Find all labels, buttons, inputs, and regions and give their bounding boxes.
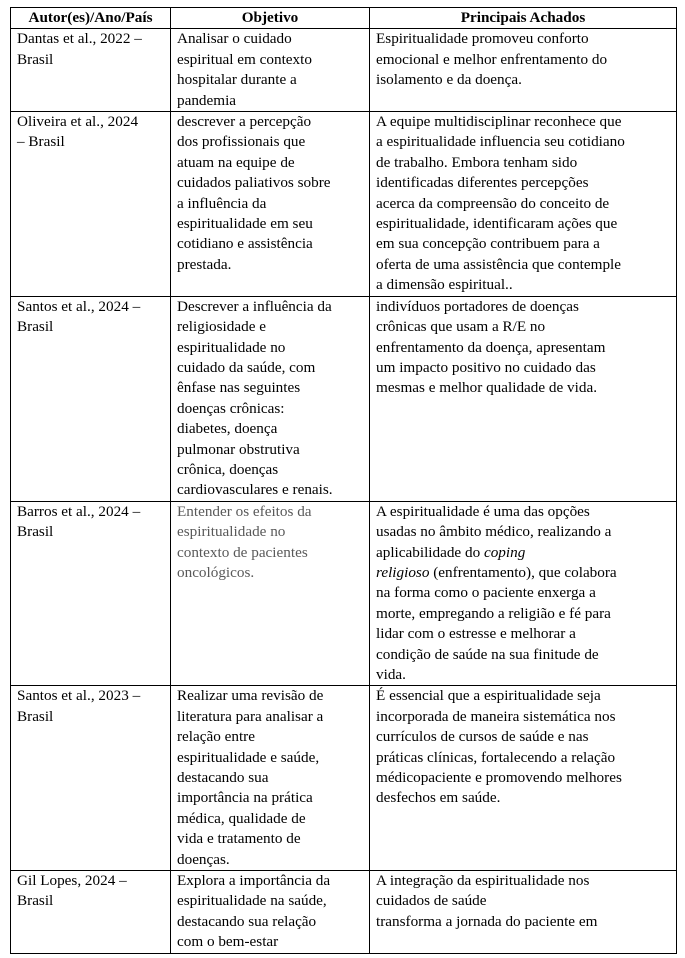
table-header-row xyxy=(11,8,677,29)
text-line: Brasil xyxy=(17,523,54,541)
text-line: Brasil xyxy=(17,50,54,68)
text-line xyxy=(376,604,673,624)
table-row xyxy=(11,871,677,954)
text-line: – Brasil xyxy=(17,133,65,151)
text-line: transforma a jornada do paciente em xyxy=(376,912,598,930)
italic-term: religioso xyxy=(376,563,430,581)
text-line: hospitalar durante a xyxy=(177,71,297,89)
text-line: vida. xyxy=(376,666,406,683)
text-line: Espiritualidade promoveu conforto xyxy=(376,30,589,48)
text-line: incorporada de maneira sistemática nos xyxy=(376,707,616,725)
findings-cell xyxy=(370,29,677,112)
objective-cell xyxy=(171,501,370,686)
text-line: contexto de pacientes xyxy=(177,543,308,561)
text-line: Santos et al., 2024 – xyxy=(17,297,141,315)
table-row xyxy=(11,501,677,686)
text-line: Brasil xyxy=(17,892,54,910)
literature-review-table xyxy=(10,7,677,954)
text-line: na forma como o paciente enxerga a xyxy=(376,584,596,602)
text-line: É essencial que a espiritualidade seja xyxy=(376,687,601,705)
text-line: Barros et al., 2024 – xyxy=(17,502,141,520)
text-line: pandemia xyxy=(177,91,237,109)
header-objective: Objetivo xyxy=(171,8,370,29)
header-main-findings: Principais Achados xyxy=(370,8,677,29)
text-line: crônica, doenças xyxy=(177,460,279,478)
text-line: relação entre xyxy=(177,728,255,746)
text-line: Realizar uma revisão de xyxy=(177,687,324,705)
text-line: médicopaciente e promovendo melhores xyxy=(376,769,622,787)
text-line: a espiritualidade influencia seu cotidiano xyxy=(376,133,625,151)
text-line: a dimensão espiritual.. xyxy=(376,276,513,294)
objective-cell xyxy=(171,686,370,871)
text-line: currículos de cursos de saúde e nas xyxy=(376,728,589,746)
text-line: religiosidade e xyxy=(177,318,266,336)
objective-cell xyxy=(171,871,370,954)
text-line: morte, empregando a religião e fé para xyxy=(376,604,611,622)
italic-term: coping xyxy=(483,543,526,561)
text-line: usadas no âmbito médico, realizando a xyxy=(376,523,612,541)
text-line: A integração da espiritualidade nos xyxy=(376,872,590,890)
text-line: identificadas diferentes percepções xyxy=(376,174,589,192)
text-line: Brasil xyxy=(17,707,54,725)
text-line: cardiovasculares e renais. xyxy=(177,481,333,499)
text-line: importância na prática xyxy=(177,789,313,807)
text-line: (enfrentamento), que colabora xyxy=(429,563,617,581)
text-line: espiritualidade em seu xyxy=(177,215,313,233)
text-line: a influência da xyxy=(177,194,267,212)
text-line xyxy=(376,583,673,603)
text-line: oncológicos. xyxy=(177,563,255,581)
text-line xyxy=(376,543,673,563)
text-line: condição de saúde na sua finitude de xyxy=(376,645,599,663)
text-line: pulmonar obstrutiva xyxy=(177,440,300,458)
text-line: A equipe multidisciplinar reconhece que xyxy=(376,113,622,131)
text-line: Explora a importância da xyxy=(177,872,331,890)
text-line: oferta de uma assistência que contemple xyxy=(376,255,622,273)
text-line: lidar com o estresse e melhorar a xyxy=(376,625,576,643)
objective-cell xyxy=(171,29,370,112)
text-line: mesmas e melhor qualidade de vida. xyxy=(376,379,597,397)
text-line xyxy=(376,502,673,522)
author-cell xyxy=(11,296,171,501)
author-cell xyxy=(11,112,171,297)
text-line: práticas clínicas, fortalecendo a relação xyxy=(376,748,616,766)
table-row xyxy=(11,29,677,112)
text-line: espiritualidade no xyxy=(177,523,286,541)
text-line: espiritualidade no xyxy=(177,338,286,356)
text-line: diabetes, doença xyxy=(177,420,278,438)
text-line: indivíduos portadores de doenças xyxy=(376,297,579,315)
objective-cell xyxy=(171,112,370,297)
text-line: cuidados paliativos sobre xyxy=(177,174,331,192)
text-line: cuidado da saúde, com xyxy=(177,358,316,376)
text-line: espiritualidade e saúde, xyxy=(177,748,320,766)
text-line xyxy=(376,665,673,685)
text-line: cotidiano e assistência xyxy=(177,235,313,253)
text-line: Brasil xyxy=(17,318,54,336)
text-line: médica, qualidade de xyxy=(177,809,306,827)
table-row xyxy=(11,686,677,871)
text-line: cuidados de saúde xyxy=(376,892,487,910)
text-line: enfrentamento da doença, apresentam xyxy=(376,338,606,356)
table-row xyxy=(11,296,677,501)
text-line: doenças crônicas: xyxy=(177,399,285,417)
text-line: descrever a percepção xyxy=(177,113,312,131)
text-line: crônicas que usam a R/E no xyxy=(376,318,546,336)
text-line: espiritualidade na saúde, xyxy=(177,892,327,910)
text-line: Dantas et al., 2022 – xyxy=(17,30,142,48)
text-line: A espiritualidade é uma das opções xyxy=(376,502,590,520)
text-line: ênfase nas seguintes xyxy=(177,379,301,397)
objective-cell xyxy=(171,296,370,501)
text-line xyxy=(376,645,673,665)
findings-cell xyxy=(370,871,677,954)
text-line: literatura para analisar a xyxy=(177,707,324,725)
text-line: dos profissionais que xyxy=(177,133,306,151)
text-line xyxy=(376,522,673,542)
text-line: em sua concepção contribuem para a xyxy=(376,235,600,253)
text-line: Analisar o cuidado xyxy=(177,30,292,48)
author-cell xyxy=(11,686,171,871)
findings-cell xyxy=(370,296,677,501)
text-line: Santos et al., 2023 – xyxy=(17,687,141,705)
findings-cell xyxy=(370,501,677,686)
text-line: vida e tratamento de xyxy=(177,830,301,848)
findings-cell xyxy=(370,686,677,871)
findings-cell xyxy=(370,112,677,297)
author-cell xyxy=(11,871,171,954)
text-line: um impacto positivo no cuidado das xyxy=(376,358,596,376)
text-line: Descrever a influência da xyxy=(177,297,332,315)
author-cell xyxy=(11,29,171,112)
text-line: espiritualidade, identificaram ações que xyxy=(376,215,618,233)
text-line: destacando sua relação xyxy=(177,912,317,930)
text-line: de trabalho. Embora tenham sido xyxy=(376,153,578,171)
text-line: Gil Lopes, 2024 – xyxy=(17,872,127,890)
text-line: isolamento e da doença. xyxy=(376,71,522,89)
text-line: desfechos em saúde. xyxy=(376,789,501,807)
text-line: com o bem-estar xyxy=(177,933,279,951)
author-cell xyxy=(11,501,171,686)
text-line: acerca da compreensão do conceito de xyxy=(376,194,610,212)
header-author-year-country: Autor(es)/Ano/País xyxy=(11,8,171,29)
text-line: prestada. xyxy=(177,255,232,273)
text-line: espiritual em contexto xyxy=(177,50,312,68)
text-line: Oliveira et al., 2024 xyxy=(17,113,139,131)
text-line: aplicabilidade do xyxy=(376,543,484,561)
text-line: Entender os efeitos da xyxy=(177,502,312,520)
text-line xyxy=(376,624,673,644)
text-line xyxy=(376,563,673,583)
table-row xyxy=(11,112,677,297)
text-line: doenças. xyxy=(177,850,230,868)
text-line: emocional e melhor enfrentamento do xyxy=(376,50,608,68)
text-line: destacando sua xyxy=(177,769,269,787)
text-line: atuam na equipe de xyxy=(177,153,295,171)
